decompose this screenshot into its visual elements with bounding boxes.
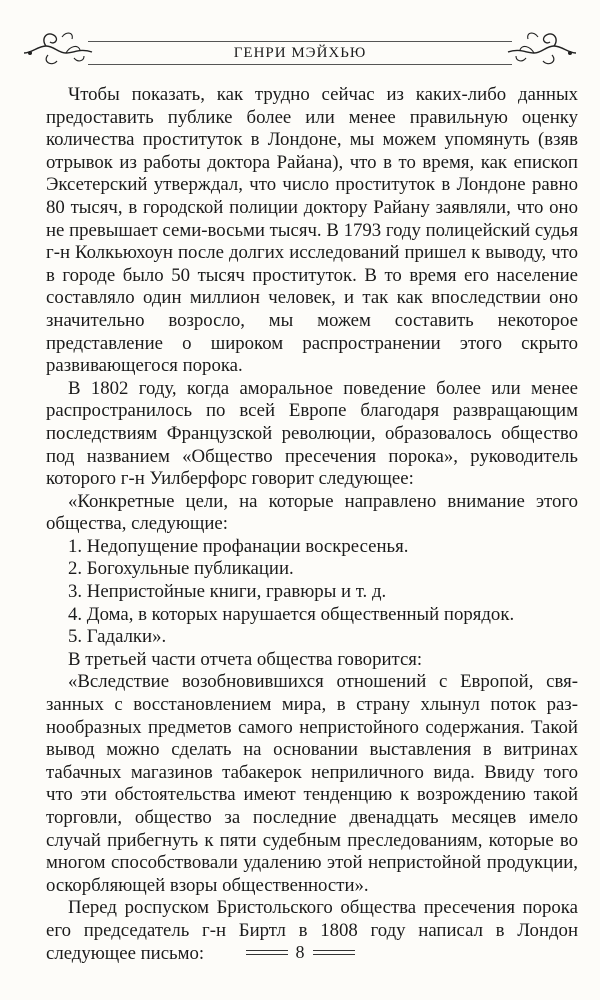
header-top-rule	[88, 41, 512, 42]
right-flourish-ornament-icon	[506, 22, 578, 70]
paragraph: «Конкретные цели, на которые направлено внимание этого общества, следующие:	[46, 490, 578, 535]
paragraph: «Вследствие возобновившихся отношений с Европой, связанных с восстановлением мира, в страну хлынул поток разнообразных предметов самого непристойного содержания. Такой вывод можно сделать на основании выставления в витринах табачных магазинов табакерок неприличного вида. Ввиду того что эти обстоятельства имеют тенденцию к возрождению такой торговли, общество за последние двенадцать месяцев имело случай прибегнуть к пяти судебным преследованиям, которые во многом способствовали удалению этой непристойной продукции, оскорбляющей взоры общественности».	[46, 671, 578, 896]
page-number-footer	[0, 942, 600, 966]
folio-left-rule	[246, 950, 288, 955]
paragraph: В третьей части отчета общества говорится:	[68, 648, 423, 670]
page-body	[46, 84, 578, 965]
list-item: 1. Недопущение профанации воскресенья.	[68, 535, 409, 557]
list-item: 4. Дома, в которых нарушается общественный порядок.	[68, 603, 515, 625]
list-item: 5. Гадалки».	[68, 626, 167, 648]
list-item: 3. Непристойные книги, гравюры и т. д.	[68, 581, 387, 603]
paragraph: Перед роспуском Бристольского общества пресечения порока его председатель г-н Биртл в 1808 году написал в Лондон следующее письмо:	[46, 897, 578, 964]
running-header-title: ГЕНРИ МЭЙХЬЮ	[233, 45, 367, 61]
paragraph: В 1802 году, когда аморальное поведение более или менее распространилось по всей Европе благодаря развращающим последствиям Французской революции, образовалось общество под названием «Общество пресечения порока», руководитель которого г-н Уилберфорс говорит следующее:	[46, 377, 578, 490]
header-bottom-rule	[88, 64, 512, 65]
list-item: 2. Богохульные публикации.	[68, 558, 294, 580]
paragraph: Чтобы показать, как трудно сейчас из каких-либо данных предоставить публике более или менее правильную оценку количества проституток в Лондоне, мы можем упомянуть (взяв отрывок из работы доктора Райана), что в то время, как епископ Эксетерский утверждал, что число проституток в Лондоне равно 80 тысяч, в городской полиции доктору Райану заявляли, что оно не превышает семи-восьми тысяч. В 1793 году полицейский судья г-н Колкьюхоун после долгих исследований пришел к выводу, что в городе было 50 тысяч проституток. В то время его население составляло один миллион человек, и так как впоследствии оно значительно возросло, мы можем составить некоторое представление о широком распространении этого скрыто развивающегося порока.	[46, 84, 578, 377]
running-header	[22, 22, 578, 70]
folio-right-rule	[313, 950, 355, 955]
page-number: 8	[295, 942, 305, 962]
